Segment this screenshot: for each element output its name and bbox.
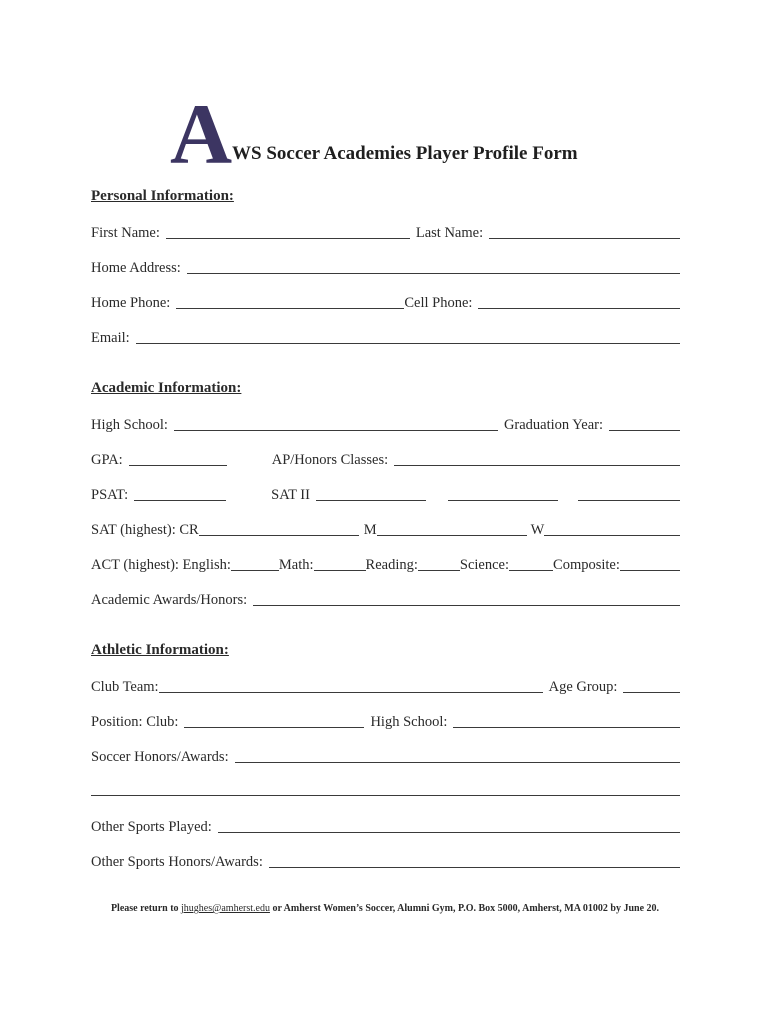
gpa-row [91,449,680,469]
footer-suffix: or Amherst Women’s Soccer, Alumni Gym, P.O. Box 5000, Amherst, MA 01002 by June 20. [269,903,660,914]
psat-row [91,484,680,504]
first-name-label: First Name: [91,225,160,241]
high-school-label: High School: [91,417,168,433]
sat-ii-label: SAT II [271,487,310,503]
position-row [91,711,680,731]
gpa-label: GPA: [91,452,123,468]
academic-info-heading: Academic Information: [91,380,242,396]
sat-ii-field-2[interactable] [448,499,558,501]
sat-cr-label: SAT (highest): CR [91,522,199,538]
psat-field[interactable] [134,499,226,501]
position-high-school-field[interactable] [453,726,680,728]
act-row [91,554,680,574]
position-club-field[interactable] [184,726,364,728]
email-row [91,327,680,347]
email-field[interactable] [136,342,680,344]
address-row [91,257,680,277]
psat-label: PSAT: [91,487,129,503]
sat-m-field[interactable] [377,534,527,536]
graduation-year-label: Graduation Year: [503,417,604,433]
footer-prefix: Please return to [110,903,182,914]
act-english-label: ACT (highest): English: [91,557,231,573]
soccer-honors-row [91,746,680,766]
club-team-field[interactable] [159,691,543,693]
high-school-field[interactable] [174,429,498,431]
cell-phone-label: Cell Phone: [404,295,473,311]
phone-row [91,292,680,312]
other-honors-field[interactable] [269,866,680,868]
act-reading-label: Reading: [365,557,418,573]
sat-w-field[interactable] [544,534,680,536]
form-title-text: WS Soccer Academies Player Profile Form [232,143,578,164]
athletic-info-heading: Athletic Information: [91,642,229,658]
soccer-honors-field[interactable] [235,761,680,763]
act-reading-field[interactable] [418,569,460,571]
act-math-field[interactable] [314,569,366,571]
form-title [170,86,630,182]
other-sports-label: Other Sports Played: [91,819,212,835]
sat-row [91,519,680,539]
position-high-school-label: High School: [370,714,448,730]
act-english-field[interactable] [231,569,279,571]
sat-ii-field-1[interactable] [316,499,426,501]
graduation-year-field[interactable] [609,429,680,431]
other-sports-row [91,816,680,836]
academic-awards-field[interactable] [253,604,680,606]
sat-w-label: W [530,522,545,538]
other-sports-field[interactable] [218,831,680,833]
act-science-field[interactable] [509,569,553,571]
age-group-field[interactable] [623,691,680,693]
first-name-field[interactable] [166,237,410,239]
sat-cr-field[interactable] [199,534,359,536]
high-school-row [91,414,680,434]
club-team-label: Club Team: [91,679,159,695]
age-group-label: Age Group: [548,679,618,695]
club-team-row [91,676,680,696]
name-row [91,222,680,242]
other-honors-row [91,851,680,871]
personal-info-heading: Personal Information: [91,188,234,204]
other-honors-label: Other Sports Honors/Awards: [91,854,263,870]
home-phone-label: Home Phone: [91,295,171,311]
act-math-label: Math: [278,557,314,573]
ap-honors-label: AP/Honors Classes: [271,452,389,468]
home-address-label: Home Address: [91,260,181,276]
sat-ii-field-3[interactable] [578,499,680,501]
academic-awards-row [91,589,680,609]
ap-honors-field[interactable] [394,464,680,466]
email-label: Email: [91,330,130,346]
cell-phone-field[interactable] [478,307,680,309]
last-name-field[interactable] [489,237,680,239]
soccer-honors-label: Soccer Honors/Awards: [91,749,229,765]
sat-m-label: M [363,522,377,538]
footer-email-link[interactable]: jhughes@amherst.edu [181,903,270,914]
return-instructions [0,903,770,914]
home-phone-field[interactable] [176,307,404,309]
act-composite-field[interactable] [620,569,680,571]
act-composite-label: Composite: [553,557,620,573]
last-name-label: Last Name: [415,225,484,241]
home-address-field[interactable] [187,272,680,274]
gpa-field[interactable] [129,464,227,466]
soccer-honors-extra-line[interactable] [91,795,680,796]
position-club-label: Position: Club: [91,714,179,730]
academic-awards-label: Academic Awards/Honors: [91,592,248,608]
act-science-label: Science: [459,557,510,573]
logo-letter: A [170,86,233,182]
